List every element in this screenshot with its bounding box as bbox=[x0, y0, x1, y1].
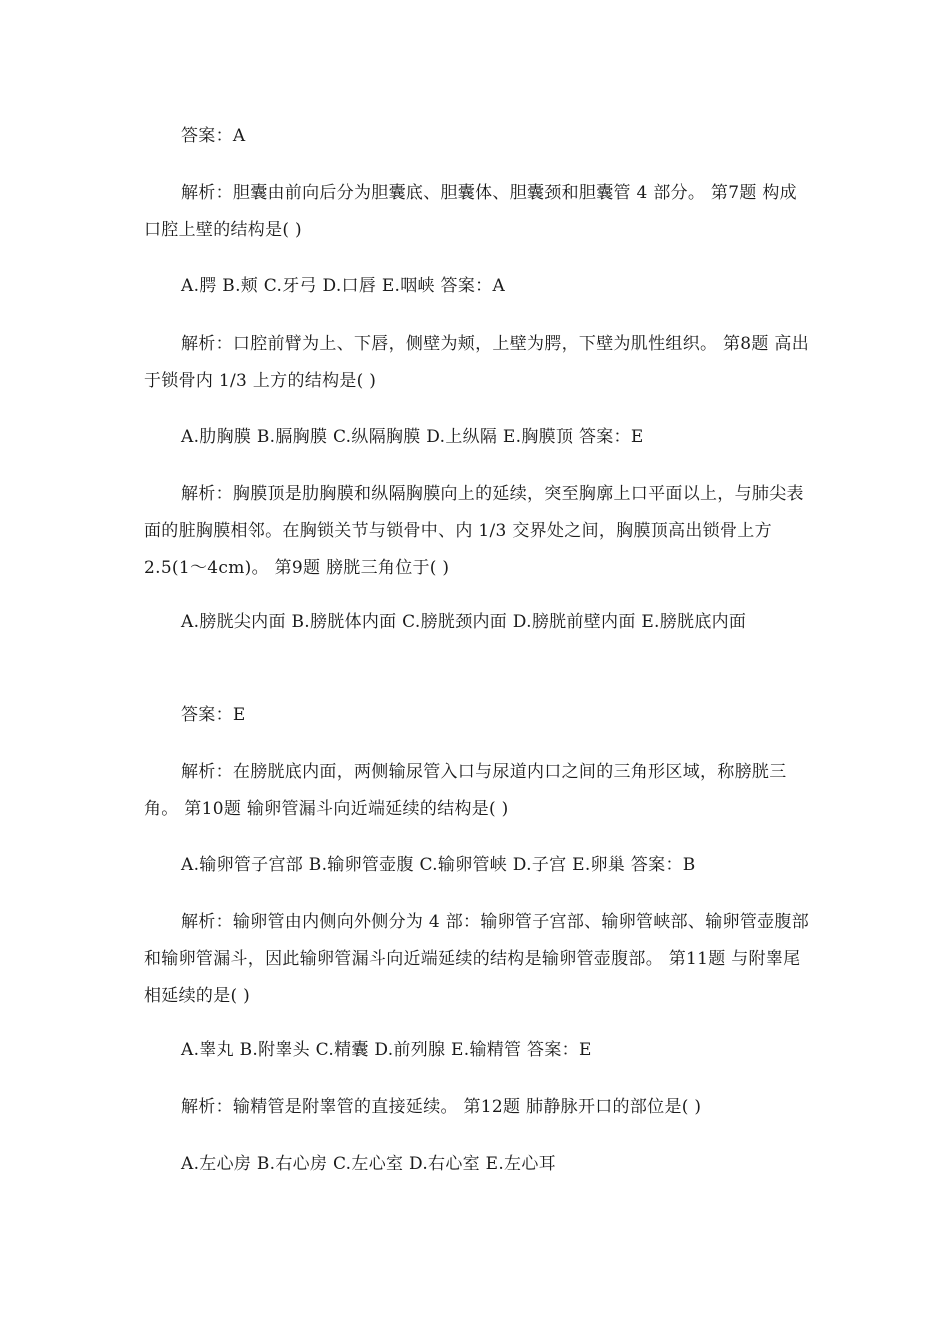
explanation-paragraph: 解析：输卵管由内侧向外侧分为 4 部：输卵管子宫部、输卵管峡部、输卵管壶腹部和输卵管漏斗，因此输卵管漏斗向近端延续的结构是输卵管壶腹部。 第11题 与附睾尾相延续的是( ) bbox=[144, 912, 810, 1006]
answer-paragraph: 答案：E bbox=[181, 705, 246, 725]
explanation-paragraph: 解析：在膀胱底内面，两侧输尿管入口与尿道内口之间的三角形区域，称膀胱三角。 第10题 输卵管漏斗向近端延续的结构是( ) bbox=[144, 762, 787, 819]
options-paragraph: A.肋胸膜 B.膈胸膜 C.纵隔胸膜 D.上纵隔 E.胸膜顶 答案：E bbox=[181, 427, 644, 447]
options-paragraph: A.睾丸 B.附睾头 C.精囊 D.前列腺 E.输精管 答案：E bbox=[181, 1040, 592, 1060]
options-paragraph: A.左心房 B.右心房 C.左心室 D.右心室 E.左心耳 bbox=[181, 1154, 556, 1174]
explanation-paragraph: 解析：输精管是附睾管的直接延续。 第12题 肺静脉开口的部位是( ) bbox=[181, 1097, 702, 1117]
explanation-paragraph: 解析：胸膜顶是肋胸膜和纵隔胸膜向上的延续，突至胸廓上口平面以上，与肺尖表面的脏胸膜相邻。在胸锁关节与锁骨中、内 1/3 交界处之间，胸膜顶高出锁骨上方 2.5(1～4cm)。 第9题 膀胱三角位于( ) bbox=[144, 484, 804, 578]
explanation-paragraph: 解析：胆囊由前向后分为胆囊底、胆囊体、胆囊颈和胆囊管 4 部分。 第7题 构成口腔上壁的结构是( ) bbox=[144, 183, 797, 240]
options-paragraph: A.腭 B.颊 C.牙弓 D.口唇 E.咽峡 答案：A bbox=[181, 276, 506, 296]
options-paragraph: A.膀胱尖内面 B.膀胱体内面 C.膀胱颈内面 D.膀胱前壁内面 E.膀胱底内面 bbox=[181, 612, 747, 632]
options-paragraph: A.输卵管子宫部 B.输卵管壶腹 C.输卵管峡 D.子宫 E.卵巢 答案：B bbox=[181, 855, 696, 875]
explanation-paragraph: 解析：口腔前臂为上、下唇，侧壁为颊，上壁为腭，下壁为肌性组织。 第8题 高出于锁骨内 1/3 上方的结构是( ) bbox=[144, 334, 810, 391]
answer-paragraph: 答案：A bbox=[181, 126, 246, 146]
